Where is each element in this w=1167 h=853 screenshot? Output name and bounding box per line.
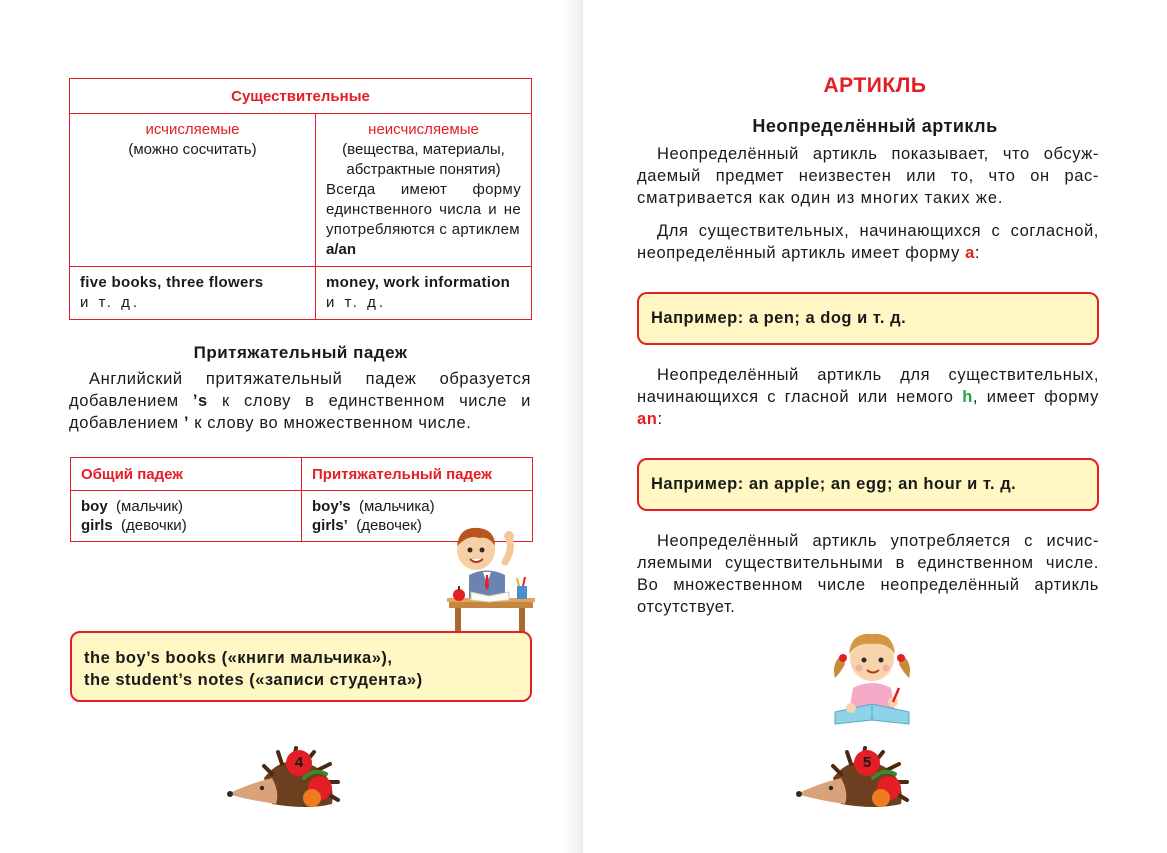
page-number-left: 4 xyxy=(286,750,312,776)
countable-title: исчисляемые xyxy=(145,121,240,138)
para4-line-4: отсутствует. xyxy=(637,598,736,616)
countable-example: five books, three flowers xyxy=(80,274,264,291)
case-header-possessive: Притяжательный падеж xyxy=(302,458,533,491)
example-box-an xyxy=(637,458,1099,511)
boy-at-desk-illustration xyxy=(443,520,538,640)
nouns-table-header: Существительные xyxy=(70,79,532,114)
possessive-text-2: к слову в единственном числе и добавлением xyxy=(69,392,531,432)
example-box-a xyxy=(637,292,1099,345)
indefinite-article-paragraph-1 xyxy=(637,143,1099,209)
indefinite-article-paragraph-3 xyxy=(637,364,1099,430)
para4-line-2: ляемыми существительными в единственном числе. xyxy=(637,554,1099,572)
case-word: boy xyxy=(81,498,108,515)
uncountable-note-2: абстрактные понятия) xyxy=(346,161,501,178)
countable-note: (можно сосчитать) xyxy=(128,141,257,158)
uncountable-note-1: (вещества, материалы, xyxy=(342,141,505,158)
case-row xyxy=(81,497,291,516)
indefinite-article-heading: Неопределённый артикль xyxy=(752,116,998,136)
countable-example-tail: и т. д. xyxy=(80,294,141,311)
case-poss-word: girls’ xyxy=(312,517,348,534)
indefinite-article-paragraph-4 xyxy=(637,530,1099,618)
possessive-example-line-1: the boy’s books («книги мальчика»), xyxy=(84,649,393,667)
possessive-example-line-2: the student’s notes («записи студента») xyxy=(84,671,423,689)
case-row xyxy=(81,516,291,535)
possessive-example-box xyxy=(70,631,532,702)
para1-line-1 xyxy=(637,143,1099,165)
possessive-text-3: к слову во множественном числе. xyxy=(189,414,472,432)
possessive-heading: Притяжательный падеж xyxy=(193,343,408,362)
para3-article: an xyxy=(637,410,658,428)
possessive-text-1: Английский притяжательный падеж образуется добавлением xyxy=(69,370,531,410)
case-poss-gloss: (мальчика) xyxy=(358,498,435,515)
girl-reading-illustration xyxy=(829,628,915,728)
para2-article: a xyxy=(965,244,975,262)
para3-end: : xyxy=(657,410,663,428)
possessive-paragraph xyxy=(69,368,531,434)
possessive-suffix-singular: ’s xyxy=(192,392,208,410)
para3-text: Неопределённый артикль для существительных, начинающихся с гласной или немого xyxy=(637,366,1099,406)
para4-line-1-text: Неопределённый артикль употребляется с исчис- xyxy=(657,532,1099,550)
case-header-common: Общий падеж xyxy=(71,458,302,491)
hedgehog-icon xyxy=(797,748,909,812)
para2-text: Для существительных, начинающихся с согласной, неопределённый артикль имеет форму xyxy=(637,222,1099,262)
uncountable-cell xyxy=(316,114,532,267)
left-page xyxy=(0,0,583,853)
para1-line-2: даемый предмет неизвестен или то, что он рас- xyxy=(637,167,1099,185)
possessive-suffix-plural: ’ xyxy=(183,414,190,432)
case-gloss: (девочки) xyxy=(121,517,187,534)
case-common-cell xyxy=(71,491,302,542)
uncountable-example: money, work information xyxy=(326,274,511,291)
case-word: girls xyxy=(81,517,113,534)
case-poss-word: boy’s xyxy=(312,498,351,515)
example-a-text: Например: a pen; a dog и т. д. xyxy=(651,309,907,327)
uncountable-title: неисчисляемые xyxy=(368,121,479,138)
case-gloss: (мальчик) xyxy=(116,498,183,515)
uncountable-rule: Всегда имеют форму единственного числа и не употребляются с артиклем xyxy=(326,181,521,238)
para1-line-1-text: Неопределённый артикль показывает, что обсуж- xyxy=(657,145,1099,163)
para2-end: : xyxy=(974,244,981,262)
para4-line-1 xyxy=(637,530,1099,552)
uncountable-articles: a/an xyxy=(326,241,357,258)
hedgehog-icon xyxy=(228,748,340,812)
uncountable-example-cell xyxy=(316,267,532,320)
case-poss-gloss: (девочек) xyxy=(356,517,422,534)
right-page xyxy=(583,0,1167,853)
countable-example-cell xyxy=(70,267,316,320)
para1-line-3: сматривается как один из многих таких же. xyxy=(637,189,1004,207)
para3-letter: h xyxy=(962,388,973,406)
nouns-table xyxy=(69,78,532,320)
page-number-right: 5 xyxy=(854,750,880,776)
article-title: АРТИКЛЬ xyxy=(823,74,927,97)
countable-cell xyxy=(70,114,316,267)
example-an-text: Например: an apple; an egg; an hour и т. д. xyxy=(651,475,1017,493)
uncountable-example-tail: и т. д. xyxy=(326,294,387,311)
case-row xyxy=(312,497,522,516)
para4-line-3: Во множественном числе неопределённый артикль xyxy=(637,576,1099,594)
indefinite-article-paragraph-2 xyxy=(637,220,1099,264)
para3-mid: , имеет форму xyxy=(972,388,1099,406)
